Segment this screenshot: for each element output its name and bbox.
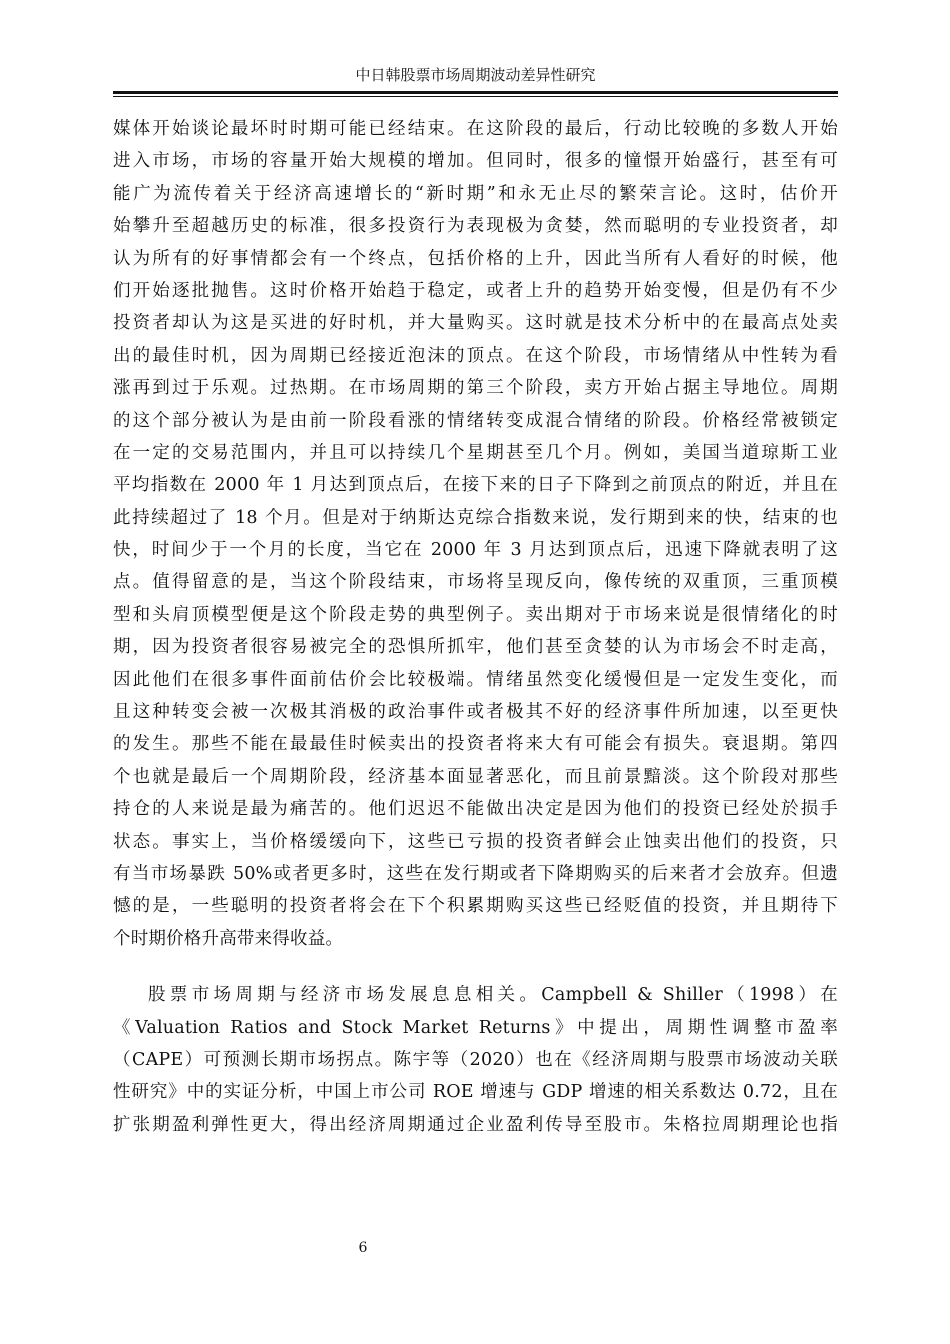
text-line: 性研究》中的实证分析，中国上市公司 ROE 增速与 GDP 增速的相关系数达 0.72，且在 — [113, 1082, 838, 1103]
text-line: 的发生。那些不能在最最佳时候卖出的投资者将来大有可能会有损失。衰退期。第四 — [113, 734, 838, 755]
text-line: 平均指数在 2000 年 1 月达到顶点后，在接下来的日子下降到之前顶点的附近，并且在 — [113, 475, 838, 496]
text-line: 型和头肩顶模型便是这个阶段走势的典型例子。卖出期对于市场来说是很情绪化的时 — [113, 604, 838, 625]
header-rule-thick — [113, 91, 838, 94]
text-line: 进入市场，市场的容量开始大规模的增加。但同时，很多的憧憬开始盛行，甚至有可 — [113, 151, 838, 172]
paragraph-1 — [113, 113, 838, 955]
text-line: 个也就是最后一个周期阶段，经济基本面显著恶化，而且前景黯淡。这个阶段对那些 — [113, 766, 838, 787]
text-line: 在一定的交易范围内，并且可以持续几个星期甚至几个月。例如，美国当道琼斯工业 — [113, 442, 838, 463]
text-line: 因此他们在很多事件面前估价会比较极端。情绪虽然变化缓慢但是一定发生变化，而 — [113, 669, 838, 690]
paragraph-gap — [113, 955, 838, 979]
text-line: 扩张期盈利弹性更大，得出经济周期通过企业盈利传导至股市。朱格拉周期理论也指 — [113, 1114, 838, 1135]
text-line: 快，时间少于一个月的长度，当它在 2000 年 3 月达到顶点后，迅速下降就表明了这 — [113, 540, 838, 561]
text-line: 持仓的人来说是最为痛苦的。他们迟迟不能做出决定是因为他们的投资已经处於损手 — [113, 799, 838, 820]
body-text — [113, 113, 838, 1141]
text-line: 始攀升至超越历史的标准，很多投资行为表现极为贪婪，然而聪明的专业投资者，却 — [113, 216, 838, 237]
text-line: 的这个部分被认为是由前一阶段看涨的情绪转变成混合情绪的阶段。价格经常被锁定 — [113, 410, 838, 431]
text-line: 点。值得留意的是，当这个阶段结束，市场将呈现反向，像传统的双重顶，三重顶模 — [113, 572, 838, 593]
text-line: 投资者却认为这是买进的好时机，并大量购买。这时就是技术分析中的在最高点处卖 — [113, 313, 838, 334]
text-line: 媒体开始谈论最坏时时期可能已经结束。在这阶段的最后，行动比较晚的多数人开始 — [113, 119, 838, 139]
text-line: 能广为流传着关于经济高速增长的“新时期”和永无止尽的繁荣言论。这时，估价开 — [113, 183, 838, 204]
text-line: 《Valuation Ratios and Stock Market Returns》中提出，周期性调整市盈率 — [113, 1017, 838, 1038]
text-line: 涨再到过于乐观。过热期。在市场周期的第三个阶段，卖方开始占据主导地位。周期 — [113, 378, 838, 399]
text-line: （CAPE）可预测长期市场拐点。陈宇等（2020）也在《经济周期与股票市场波动关联 — [113, 1049, 838, 1070]
text-line: 个时期价格升高带来得收益。 — [113, 928, 344, 949]
text-line: 状态。事实上，当价格缓缓向下，这些已亏损的投资者鲜会止蚀卖出他们的投资，只 — [113, 831, 838, 852]
page-number: 6 — [358, 1240, 368, 1256]
text-line: 们开始逐批抛售。这时价格开始趋于稳定，或者上升的趋势开始变慢，但是仍有不少 — [113, 280, 838, 301]
text-line: 出的最佳时机，因为周期已经接近泡沫的顶点。在这个阶段，市场情绪从中性转为看 — [113, 345, 838, 366]
text-line: 此持续超过了 18 个月。但是对于纳斯达克综合指数来说，发行期到来的快，结束的也 — [113, 507, 838, 528]
text-line: 憾的是，一些聪明的投资者将会在下个积累期购买这些已经贬值的投资，并且期待下 — [113, 896, 838, 917]
text-line: 且这种转变会被一次极其消极的政治事件或者极其不好的经济事件所加速，以至更快 — [113, 702, 838, 723]
running-header: 中日韩股票市场周期波动差异性研究 — [355, 66, 596, 84]
text-line: 认为所有的好事情都会有一个终点，包括价格的上升，因此当所有人看好的时候，他 — [113, 248, 838, 269]
text-line: 有当市场暴跌 50%或者更多时，这些在发行期或者下降期购买的后来者才会放弃。但遗 — [113, 863, 838, 884]
header-rule-thin — [113, 96, 838, 97]
text-line: 股票市场周期与经济市场发展息息相关。Campbell & Shiller（1998）在 — [148, 985, 838, 1006]
text-line: 期，因为投资者很容易被完全的恐惧所抓牢，他们甚至贪婪的认为市场会不时走高， — [113, 637, 838, 658]
paragraph-2 — [113, 979, 838, 1141]
